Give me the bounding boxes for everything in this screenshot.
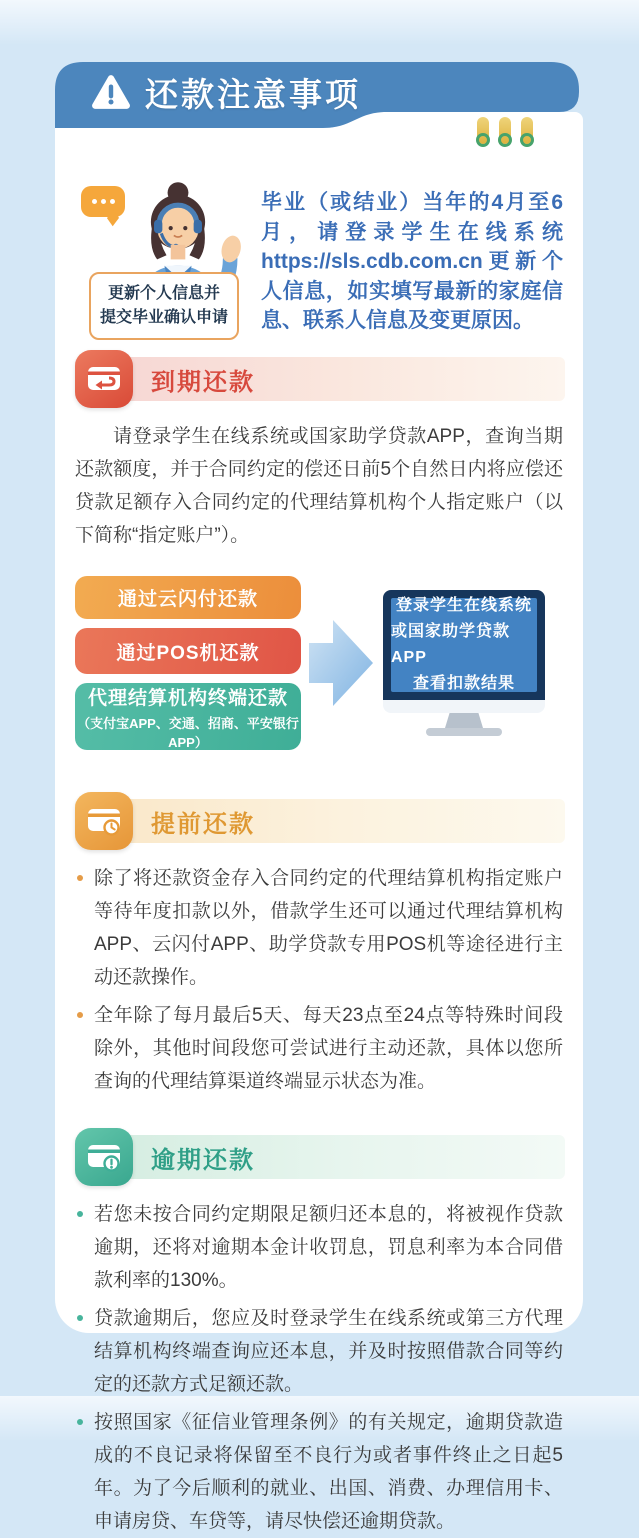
section-title: 逾期还款 [151, 1146, 255, 1174]
page-title: 还款注意事项 [145, 75, 361, 113]
content-card [55, 112, 583, 1532]
monitor-screen [391, 598, 537, 692]
section-header [75, 792, 563, 850]
callout-line: 提交毕业确认申请 [99, 309, 228, 326]
section-header [75, 1128, 563, 1186]
card-clock-icon [75, 792, 133, 850]
bullet-item: 按照国家《征信业管理条例》的有关规定，逾期贷款造成的不良记录将保留至不良行为或者事件终止之日起5年。为了今后顺利的就业、出国、消费、办理信用卡、申请房贷、车贷等，请尽快偿还逾期贷款。 [75, 1406, 563, 1538]
intro-text: 毕业（或结业）当年的4月至6月，请登录学生在线系统https://sls.cdb.com.cn更新个人信息，如实填写最新的家庭信息、联系人信息及变更原因。 [261, 191, 563, 332]
section-due-repayment [75, 350, 563, 750]
method-label: 通过POS机还款 [116, 642, 260, 664]
due-paragraph: 请登录学生在线系统或国家助学贷款APP，查询当期还款额度，并于合同约定的偿还日前5个自然日内将应偿还贷款足额存入合同约定的代理结算机构个人指定账户（以下简称“指定账户”）。 [75, 426, 563, 546]
header [55, 66, 579, 118]
method-button-pos[interactable] [75, 628, 301, 674]
method-label: 代理结算机构终端还款 [87, 687, 288, 709]
monitor-chin [383, 700, 545, 713]
arrow-right-icon [309, 620, 373, 706]
monitor-frame [383, 590, 545, 700]
pin-icon [477, 117, 489, 144]
callout-line: 更新个人信息并 [107, 285, 220, 302]
card-return-icon [75, 350, 133, 408]
method-buttons [75, 576, 301, 750]
section-header [75, 350, 563, 408]
card-alert-icon [75, 1128, 133, 1186]
bullet-item: 全年除了每月最后5天、每天23点至24点等特殊时间段除外，其他时间段您可尝试进行主动还款，具体以您所查询的代理结算渠道终端显示状态为准。 [75, 999, 563, 1098]
section-banner [75, 799, 565, 843]
monitor-illustration [383, 590, 545, 736]
section-banner [75, 357, 565, 401]
warning-triangle-icon [91, 74, 131, 110]
bullet-item: 贷款逾期后，您应及时登录学生在线系统或第三方代理结算机构终端查询应还本息，并及时按照借款合同等约定的还款方式足额还款。 [75, 1302, 563, 1401]
monitor-text-line: 查看扣款结果 [412, 675, 515, 692]
early-bullet-list [75, 862, 563, 1098]
method-button-settlement-terminal[interactable] [75, 683, 301, 750]
section-title: 提前还款 [151, 810, 255, 838]
bullet-item: 除了将还款资金存入合同约定的代理结算机构指定账户等待年度扣款以外，借款学生还可以通过代理结算机构APP、云闪付APP、助学贷款专用POS机等途径进行主动还款操作。 [75, 862, 563, 994]
monitor-base [426, 728, 502, 736]
bullet-item: 若您未按合同约定期限足额归还本息的，将被视作贷款逾期，还将对逾期本金计收罚息，罚息利率为本合同借款利率的130%。 [75, 1198, 563, 1297]
callout-box [89, 272, 239, 340]
overdue-bullet-list [75, 1198, 563, 1538]
intro-section [75, 178, 563, 350]
method-sublabel: （支付宝APP、交通、招商、平安银行APP） [77, 715, 299, 750]
monitor-stand [445, 713, 483, 728]
section-title: 到期还款 [151, 368, 255, 396]
method-button-cloud-quickpass[interactable] [75, 576, 301, 619]
binder-pins [477, 117, 533, 144]
customer-service-illustration [75, 178, 253, 350]
method-label: 通过云闪付还款 [117, 589, 258, 610]
pin-icon [499, 117, 511, 144]
pin-icon [521, 117, 533, 144]
chat-bubble-icon [81, 186, 125, 217]
repayment-flow-diagram [75, 576, 563, 750]
monitor-text-line: 或国家助学贷款APP [391, 623, 511, 666]
section-overdue-repayment [75, 1128, 563, 1538]
section-early-repayment [75, 792, 563, 1098]
monitor-text-line: 登录学生在线系统 [395, 597, 532, 614]
section-banner [75, 1135, 565, 1179]
